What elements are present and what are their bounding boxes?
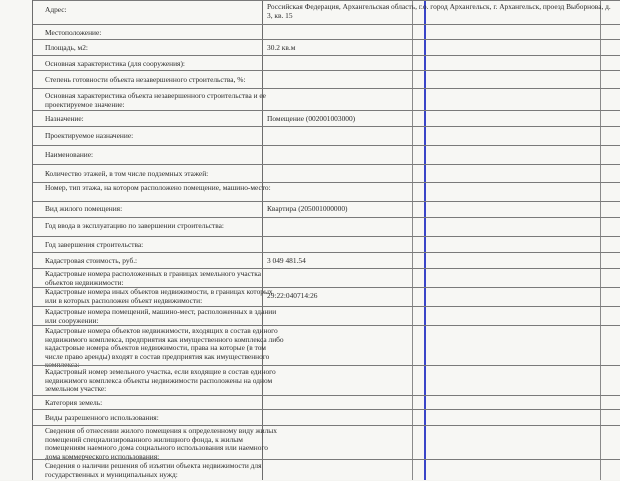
row-label: Проектируемое назначение: <box>45 131 134 140</box>
table-row <box>33 182 620 202</box>
row-label: Основная характеристика объекта незавершенного строительства и ее проектируемое значение: <box>45 91 266 109</box>
row-label: Назначение: <box>45 114 84 123</box>
table-row <box>33 110 620 127</box>
row-label: Кадастровые номера расположенных в границах земельного участка объектов недвижимости: <box>45 269 261 287</box>
table-row <box>33 126 620 146</box>
table-row <box>33 365 620 396</box>
table-row <box>33 0 620 25</box>
row-value: Российская Федерация, Архангельская область, г.о. город Архангельск, г. Архангельск, проезд Выборнова, д. 3, кв. 15 <box>267 2 611 20</box>
table-row <box>33 70 620 89</box>
row-label: Кадастровая стоимость, руб.: <box>45 256 138 265</box>
table-row <box>33 201 620 218</box>
table-row <box>33 55 620 71</box>
row-label: Номер, тип этажа, на котором расположено помещение, машино-место: <box>45 183 271 192</box>
table-row <box>33 217 620 237</box>
row-label: Местоположение: <box>45 28 102 37</box>
row-label: Количество этажей, в том числе подземных этажей: <box>45 169 209 178</box>
row-label: Сведения о наличии решения об изъятии объекта недвижимости для государственных и муниципальных нужд: <box>45 461 262 479</box>
table-row <box>33 88 620 111</box>
row-value: Помещение (002001003000) <box>267 114 356 123</box>
row-value: 30.2 кв.м <box>267 43 296 52</box>
row-label: Категория земель: <box>45 398 103 407</box>
row-label: Площадь, м2: <box>45 43 88 52</box>
row-label: Адрес: <box>45 5 67 14</box>
table-row <box>33 39 620 56</box>
row-label: Кадастровые номера помещений, машино-мест, расположенных в здании или сооружении: <box>45 307 277 325</box>
row-label: Вид жилого помещения: <box>45 204 123 213</box>
table-row <box>33 395 620 410</box>
row-label: Степень готовности объекта незавершенного строительства, %: <box>45 75 246 84</box>
table-row <box>33 287 620 307</box>
table-row <box>33 306 620 326</box>
row-label: Сведения об отнесении жилого помещения к определенному виду жилых помещений специализированного жилищного фонда, к жилым помещениям наемного дома социального использования или наемного дома коммерческого использования: <box>45 426 277 461</box>
row-label: Кадастровые номера объектов недвижимости, входящих в состав единого недвижимого комплекса, предприятия как имущественного комплекса либо кадастровые номера объектов недвижимости, права на которые (в том числе право аренды) входят в состав предприятия как имущественного комплекса: <box>45 326 284 370</box>
row-label: Год завершения строительства: <box>45 240 144 249</box>
row-label: Основная характеристика (для сооружения): <box>45 59 185 68</box>
table-row <box>33 325 620 370</box>
row-value: 29:22:040714:26 <box>267 291 318 300</box>
row-label: Кадастровый номер земельного участка, если входящие в состав единого недвижимого комплекса объекты недвижимости расположены на одном земельном участке: <box>45 367 276 394</box>
table-row <box>33 236 620 253</box>
table-row <box>33 459 620 481</box>
table-row <box>33 145 620 165</box>
row-value: 3 049 481.54 <box>267 256 306 265</box>
table-row <box>33 425 620 460</box>
row-label: Год ввода в эксплуатацию по завершении строительства: <box>45 221 224 230</box>
table-row <box>33 409 620 426</box>
row-label: Наименование: <box>45 150 94 159</box>
table-row <box>33 252 620 269</box>
row-label: Кадастровые номера иных объектов недвижимости, в границах которых или в которых расположен объект недвижимости: <box>45 287 273 305</box>
table-row <box>33 24 620 40</box>
table-row <box>33 268 620 288</box>
row-label: Виды разрешенного использования: <box>45 413 159 422</box>
row-value: Квартира (205001000000) <box>267 204 348 213</box>
table-row <box>33 164 620 183</box>
